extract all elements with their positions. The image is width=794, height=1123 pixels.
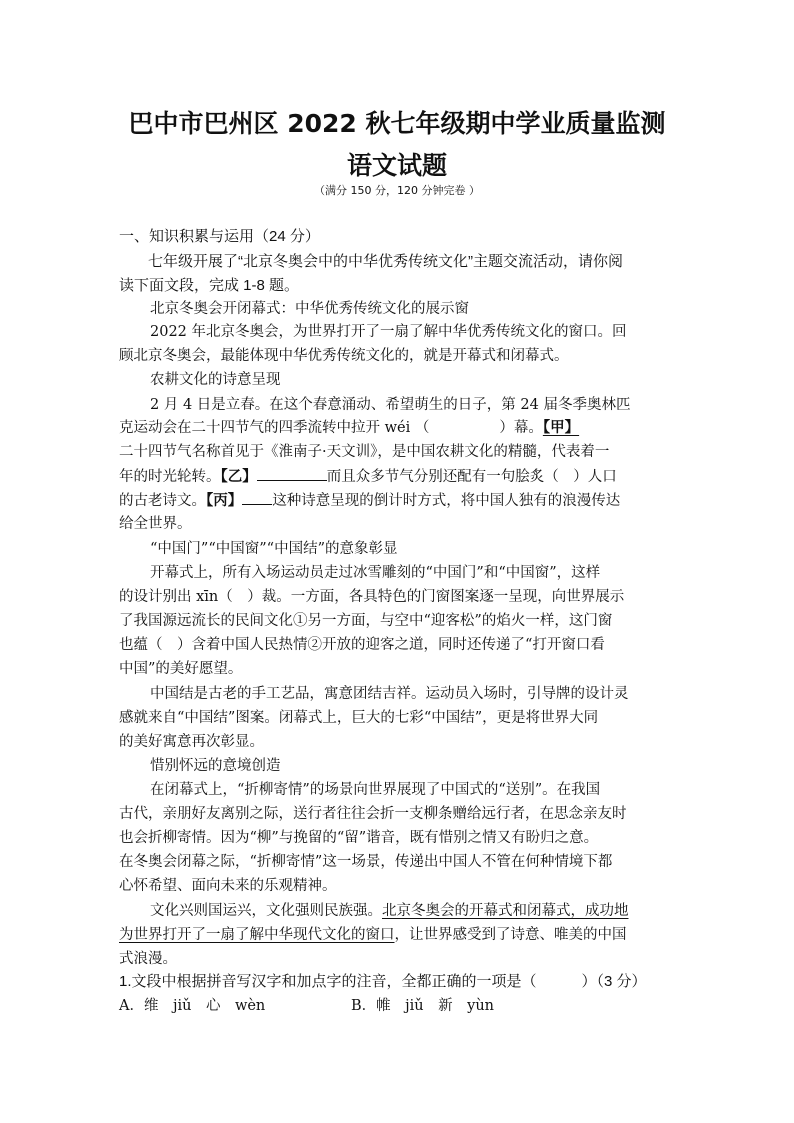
underlined-sentence: 北京冬奥会的开幕式和闭幕式，成功地: [382, 903, 629, 919]
exam-title: 巴中市巴州区 2022 秋七年级期中学业质量监测: [128, 109, 666, 138]
paragraph-line: 给全世界。: [119, 516, 192, 532]
paragraph-line: 二十四节气名称首见于《淮南子·天文训》，是中国农耕文化的精髓，代表着一: [119, 444, 610, 460]
paragraph-line: 心怀希望、面向未来的乐观精神。: [119, 878, 337, 894]
article-heading: 北京冬奥会开闭幕式：中华优秀传统文化的展示窗: [150, 301, 469, 317]
paragraph-line: 文化兴则国运兴，文化强则民族强。北京冬奥会的开幕式和闭幕式，成功地: [150, 903, 629, 919]
paragraph-line: 也会折柳寄情。因为“柳”与挽留的“留”谐音，既有惜别之情又有盼归之意。: [119, 830, 599, 846]
paragraph-line: 在闭幕式上，“折柳寄情”的场景向世界展现了中国式的“送别”。在我国: [150, 782, 601, 798]
marker-jia: 【甲】: [542, 419, 580, 436]
underlined-sentence: 为世界打开了一扇了解中华现代文化的窗口: [119, 927, 395, 943]
section-intro-line: 读下面文段，完成 1-8 题。: [119, 277, 300, 294]
paragraph-line: 的古老诗文。【丙】 这种诗意呈现的倒计时方式，将中国人独有的浪漫传达: [119, 492, 621, 509]
paragraph-line: 式浪漫。: [119, 951, 177, 967]
marker-bing: 【丙】: [206, 492, 243, 509]
section-subheading: “中国门”“中国窗”“中国结”的意象彰显: [150, 541, 398, 557]
paragraph-line: 感就来自“中国结”图案。闭幕式上，巨大的七彩“中国结”，更是将世界大同: [119, 710, 599, 726]
fill-blank: [242, 490, 272, 505]
paragraph-line: 了我国源远流长的民间文化①另一方面，与空中“迎客松”的焰火一样，这门窗: [119, 613, 613, 629]
section-heading: 一、知识积累与运用（24 分）: [119, 228, 320, 245]
question-stem: 1.文段中根据拼音写汉字和加点字的注音，全都正确的一项是（ ）（3 分）: [119, 973, 647, 990]
section-subheading: 惜别怀远的意境创造: [150, 758, 281, 774]
paragraph-line: 为世界打开了一扇了解中华现代文化的窗口，让世界感受到了诗意、唯美的中国: [119, 927, 627, 943]
paragraph-line: 中国结是古老的手工艺品，寓意团结吉祥。运动员入场时，引导牌的设计灵: [150, 686, 629, 702]
paragraph-line: 古代，亲朋好友离别之际，送行者往往会折一支柳条赠给远行者，在思念亲友时: [119, 806, 627, 822]
option-b: B．帷 jiǔ 新 yùn: [351, 998, 494, 1014]
paragraph-line: 也蕴（ ）含着中国人民热情②开放的迎客之道，同时还传递了“打开窗口看: [119, 637, 605, 653]
paragraph-line: 开幕式上，所有入场运动员走过冰雪雕刻的“中国门”和“中国窗”，这样: [150, 565, 601, 581]
pinyin-blank-text: 克运动会在二十四节气的四季流转中拉开 wéi （: [119, 420, 430, 436]
paragraph-line: 2 月 4 日是立春。在这个春意涌动、希望萌生的日子，第 24 届冬季奥林匹: [150, 397, 631, 413]
fill-blank: [257, 466, 327, 481]
exam-note: （满分 150 分，120 分钟完卷 ）: [314, 184, 480, 197]
section-subheading: 农耕文化的诗意呈现: [150, 372, 281, 388]
option-a: A．维 jiǔ 心 wèn: [119, 998, 266, 1014]
paragraph-line: 顾北京冬奥会，最能体现中华优秀传统文化的，就是开幕式和闭幕式。: [119, 348, 569, 364]
paragraph-line: 克运动会在二十四节气的四季流转中拉开 wéi （ ）幕。【甲】: [119, 419, 580, 436]
paragraph-line: 的设计别出 xīn（ ）裁。一方面，各具特色的门窗图案逐一呈现，向世界展示: [119, 589, 625, 605]
marker-yi: 【乙】: [220, 468, 257, 485]
paragraph-line: 年的时光轮转。【乙】 而且众多节气分别还配有一句脍炙（ ）人口: [119, 468, 617, 485]
paragraph-line: 2022 年北京冬奥会，为世界打开了一扇了解中华优秀传统文化的窗口。回: [150, 324, 627, 340]
section-intro-line: 七年级开展了“北京冬奥会中的中华优秀传统文化”主题交流活动，请你阅: [148, 253, 623, 270]
subject-title: 语文试题: [346, 151, 447, 180]
paragraph-line: 的美好寓意再次彰显。: [119, 734, 264, 750]
paragraph-line: 中国”的美好愿望。: [119, 661, 243, 677]
paragraph-line: 在冬奥会闭幕之际，“折柳寄情”这一场景，传递出中国人不管在何种情境下都: [119, 854, 613, 870]
